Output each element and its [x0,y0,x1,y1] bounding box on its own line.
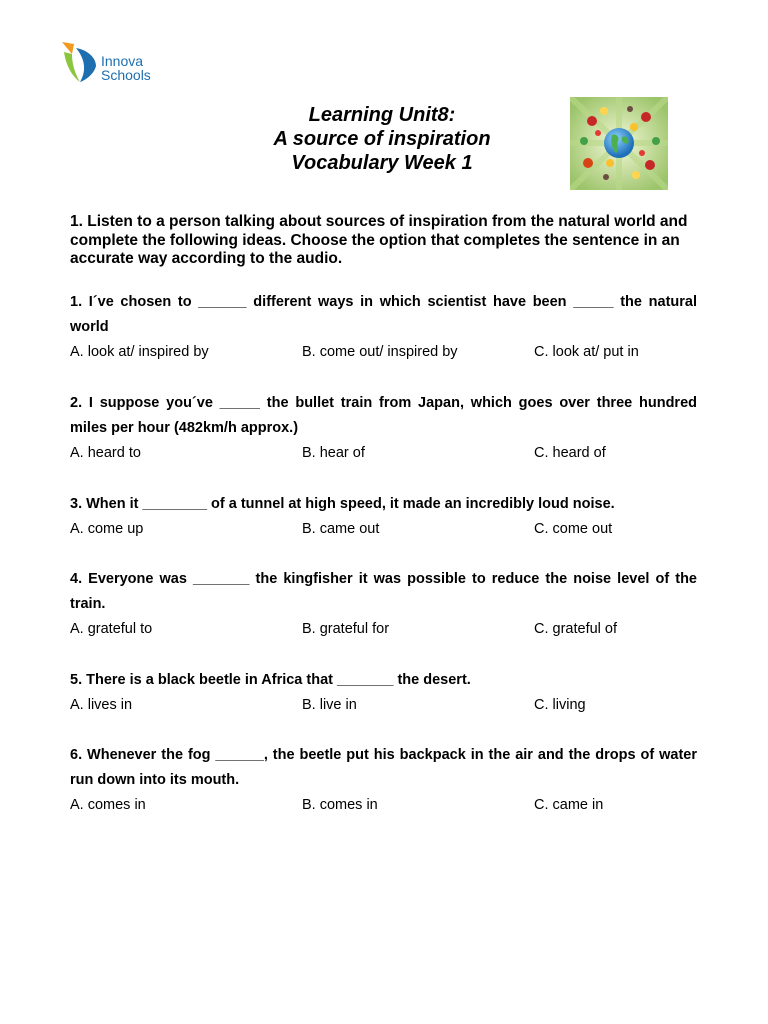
question-2 [70,391,697,466]
option-c: C. grateful of [534,621,618,637]
option-c: C. came in [534,797,604,813]
option-c: C. living [534,697,586,713]
question-5 [70,668,697,718]
options-row [70,617,697,642]
option-b: B. hear of [302,445,365,461]
question-3 [70,492,697,542]
option-b: B. came out [302,521,380,537]
option-b: B. comes in [302,797,378,813]
earth-flowers-illustration [570,97,668,190]
options-row [70,693,697,718]
question-6 [70,743,697,818]
option-a: A. lives in [70,697,133,713]
question-text: 3. When it ________ of a tunnel at high speed, it made an incredibly loud noise. [70,496,615,512]
option-b: B. grateful for [302,621,390,637]
options-row [70,340,697,365]
instructions: 1. Listen to a person talking about sources of inspiration from the natural world and complete the following ideas. Choose the option that completes the sentence in an accurate way according to the audio. [70,213,688,267]
option-b: B. come out/ inspired by [302,344,458,360]
question-4 [70,567,697,642]
option-c: C. look at/ put in [534,344,639,360]
question-text: 2. I suppose you´ve _____ the bullet train from Japan, which goes over three hundred miles per hour (482km/h approx.) [70,395,697,436]
logo-line-2: Schools [101,67,151,83]
option-a: A. look at/ inspired by [70,344,209,360]
option-a: A. comes in [70,797,146,813]
option-c: C. heard of [534,445,606,461]
title-line-2: A source of inspiration [273,128,491,150]
question-text: 4. Everyone was _______ the kingfisher it was possible to reduce the noise level of the train. [70,571,697,612]
options-row [70,441,697,466]
options-row [70,793,697,818]
option-a: A. grateful to [70,621,153,637]
logo-mark-icon [60,40,100,86]
option-a: A. heard to [70,445,141,461]
option-b: B. live in [302,697,357,713]
title-line-3: Vocabulary Week 1 [291,152,473,174]
logo-line-1: Innova [101,53,144,69]
question-text: 5. There is a black beetle in Africa that _______ the desert. [70,672,471,688]
option-c: C. come out [534,521,613,537]
title-line-1: Learning Unit8: [308,104,456,126]
innova-schools-logo [60,40,170,86]
option-a: A. come up [70,521,144,537]
question-1 [70,290,697,365]
document-title [222,103,542,175]
options-row [70,517,697,542]
question-text: 6. Whenever the fog ______, the beetle put his backpack in the air and the drops of water run down into its mouth. [70,747,697,788]
question-text: 1. I´ve chosen to ______ different ways in which scientist have been _____ the natural world [70,294,697,335]
